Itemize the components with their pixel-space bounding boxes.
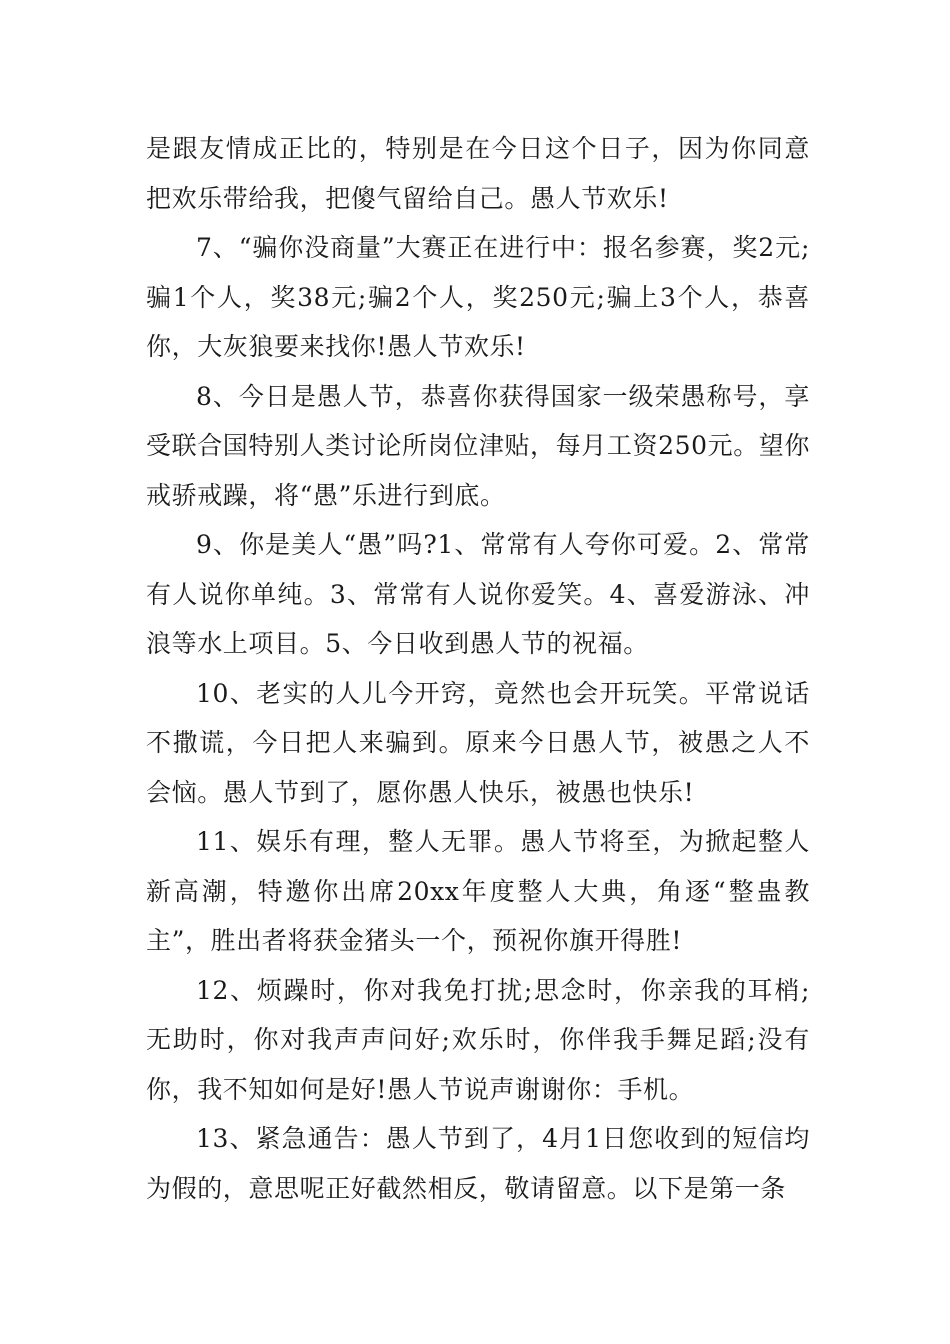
paragraph-item-12: 12、烦躁时，你对我免打扰;思念时，你亲我的耳梢;无助时，你对我声声问好;欢乐时，你伴我手舞足蹈;没有你，我不知如何是好!愚人节说声谢谢你：手机。 (146, 975, 810, 1104)
paragraph-item-13: 13、紧急通告：愚人节到了，4月1日您收到的短信均为假的，意思呢正好截然相反，敬请留意。以下是第一条 (146, 1124, 810, 1203)
paragraph-item-8: 8、今日是愚人节，恭喜你获得国家一级荣愚称号，享受联合国特别人类讨论所岗位津贴，每月工资250元。望你戒骄戒躁，将“愚”乐进行到底。 (146, 381, 810, 510)
document-body (146, 124, 810, 1213)
paragraph-item-9: 9、你是美人“愚”吗?1、常常有人夸你可爱。2、常常有人说你单纯。3、常常有人说你爱笑。4、喜爱游泳、冲浪等水上项目。5、今日收到愚人节的祝福。 (146, 530, 810, 658)
paragraph-continuation: 是跟友情成正比的，特别是在今日这个日子，因为你同意把欢乐带给我，把傻气留给自己。愚人节欢乐! (146, 134, 810, 213)
paragraph-item-7: 7、“骗你没商量”大赛正在进行中：报名参赛，奖2元;骗1个人，奖38元;骗2个人，奖250元;骗上3个人，恭喜你，大灰狼要来找你!愚人节欢乐! (146, 233, 810, 361)
paragraph-item-10: 10、老实的人儿今开窍，竟然也会开玩笑。平常说话不撒谎，今日把人来骗到。原来今日愚人节，被愚之人不会恼。愚人节到了，愿你愚人快乐，被愚也快乐! (146, 678, 810, 807)
paragraph-item-11: 11、娱乐有理，整人无罪。愚人节将至，为掀起整人新高潮，特邀你出席20xx年度整人大典，角逐“整蛊教主”，胜出者将获金猪头一个，预祝你旗开得胜! (146, 827, 810, 955)
